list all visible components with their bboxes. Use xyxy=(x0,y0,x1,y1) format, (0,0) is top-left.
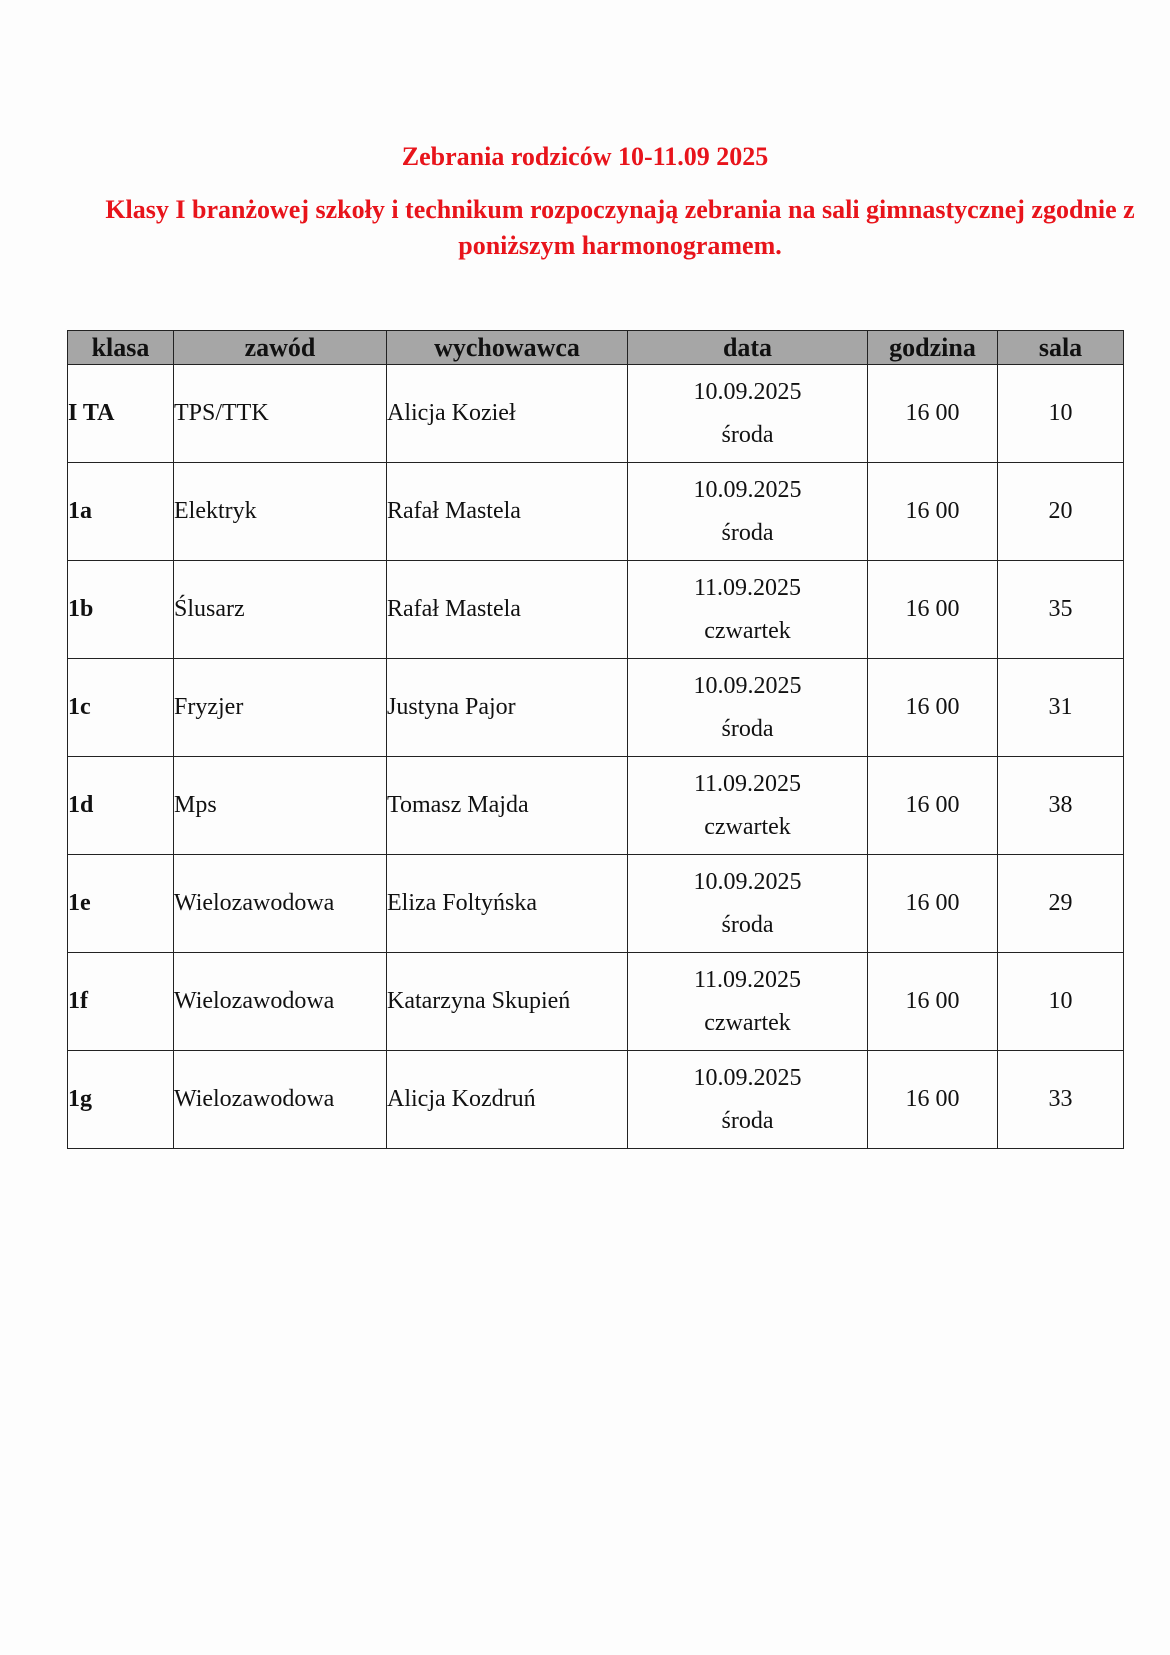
table-row xyxy=(68,1051,1124,1149)
cell-wychowawca: Eliza Foltyńska xyxy=(387,855,628,953)
cell-klasa: 1b xyxy=(68,561,174,659)
cell-godzina: 16 00 xyxy=(868,561,998,659)
cell-weekday: środa xyxy=(721,1107,774,1134)
header-data: data xyxy=(628,331,868,365)
cell-weekday: czwartek xyxy=(704,813,791,840)
cell-godzina: 16 00 xyxy=(868,855,998,953)
table-row xyxy=(68,855,1124,953)
schedule-table xyxy=(67,330,1124,1149)
table-row xyxy=(68,757,1124,855)
cell-wychowawca: Rafał Mastela xyxy=(387,561,628,659)
page-subtitle: Klasy I branżowej szkoły i technikum rozpoczynają zebrania na sali gimnastycznej zgodnie z poniższym harmonogramem. xyxy=(105,195,1135,260)
cell-date: 10.09.2025 xyxy=(693,1064,802,1091)
cell-zawod: Wielozawodowa xyxy=(174,953,387,1051)
cell-data xyxy=(628,659,868,757)
cell-godzina: 16 00 xyxy=(868,1051,998,1149)
page-title: Zebrania rodziców 10-11.09 2025 xyxy=(401,142,769,171)
cell-sala: 31 xyxy=(998,659,1124,757)
cell-date: 10.09.2025 xyxy=(693,672,802,699)
cell-sala: 38 xyxy=(998,757,1124,855)
cell-godzina: 16 00 xyxy=(868,365,998,463)
table-row xyxy=(68,561,1124,659)
cell-klasa: 1a xyxy=(68,463,174,561)
cell-zawod: Fryzjer xyxy=(174,659,387,757)
header-row xyxy=(68,331,1124,365)
header-zawod: zawód xyxy=(174,331,387,365)
cell-weekday: środa xyxy=(721,519,774,546)
cell-godzina: 16 00 xyxy=(868,463,998,561)
cell-weekday: środa xyxy=(721,911,774,938)
cell-zawod: Mps xyxy=(174,757,387,855)
cell-date: 10.09.2025 xyxy=(693,868,802,895)
cell-data xyxy=(628,855,868,953)
cell-wychowawca: Alicja Kozdruń xyxy=(387,1051,628,1149)
cell-sala: 29 xyxy=(998,855,1124,953)
cell-weekday: czwartek xyxy=(704,617,791,644)
cell-date: 11.09.2025 xyxy=(693,966,802,993)
cell-wychowawca: Alicja Kozieł xyxy=(387,365,628,463)
cell-data xyxy=(628,1051,868,1149)
cell-data xyxy=(628,561,868,659)
cell-klasa: 1d xyxy=(68,757,174,855)
cell-date: 11.09.2025 xyxy=(693,574,802,601)
cell-klasa: I TA xyxy=(68,365,174,463)
cell-zawod: Elektryk xyxy=(174,463,387,561)
cell-zawod: Wielozawodowa xyxy=(174,1051,387,1149)
cell-data xyxy=(628,757,868,855)
cell-data xyxy=(628,365,868,463)
cell-weekday: środa xyxy=(721,421,774,448)
cell-klasa: 1f xyxy=(68,953,174,1051)
cell-wychowawca: Katarzyna Skupień xyxy=(387,953,628,1051)
cell-weekday: środa xyxy=(721,715,774,742)
cell-sala: 35 xyxy=(998,561,1124,659)
cell-klasa: 1e xyxy=(68,855,174,953)
cell-data xyxy=(628,953,868,1051)
cell-godzina: 16 00 xyxy=(868,659,998,757)
cell-zawod: Wielozawodowa xyxy=(174,855,387,953)
cell-date: 10.09.2025 xyxy=(693,476,802,503)
cell-zawod: Ślusarz xyxy=(174,561,387,659)
table-row xyxy=(68,365,1124,463)
header-klasa: klasa xyxy=(68,331,174,365)
cell-wychowawca: Justyna Pajor xyxy=(387,659,628,757)
table-row xyxy=(68,953,1124,1051)
cell-godzina: 16 00 xyxy=(868,757,998,855)
cell-date: 10.09.2025 xyxy=(693,378,802,405)
header-sala: sala xyxy=(998,331,1124,365)
cell-sala: 20 xyxy=(998,463,1124,561)
cell-klasa: 1g xyxy=(68,1051,174,1149)
cell-weekday: czwartek xyxy=(704,1009,791,1036)
cell-wychowawca: Rafał Mastela xyxy=(387,463,628,561)
header-wychowawca: wychowawca xyxy=(387,331,628,365)
cell-zawod: TPS/TTK xyxy=(174,365,387,463)
table-row xyxy=(68,463,1124,561)
cell-godzina: 16 00 xyxy=(868,953,998,1051)
cell-sala: 33 xyxy=(998,1051,1124,1149)
cell-klasa: 1c xyxy=(68,659,174,757)
cell-data xyxy=(628,463,868,561)
cell-sala: 10 xyxy=(998,365,1124,463)
cell-wychowawca: Tomasz Majda xyxy=(387,757,628,855)
header-godzina: godzina xyxy=(868,331,998,365)
cell-date: 11.09.2025 xyxy=(693,770,802,797)
cell-sala: 10 xyxy=(998,953,1124,1051)
table-row xyxy=(68,659,1124,757)
